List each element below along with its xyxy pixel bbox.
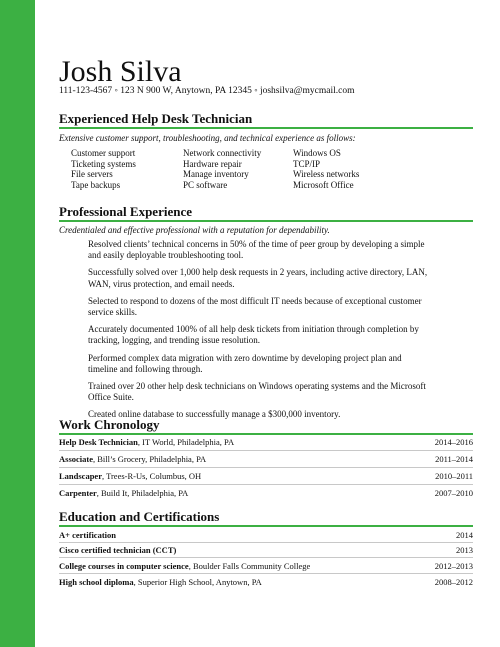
row-divider [59,573,473,574]
skill-item: Customer support [71,148,136,158]
job-employer: , Build It, Philadelphia, PA [96,488,189,498]
job-title: Landscaper [59,471,102,481]
credential: College courses in computer science [59,561,189,571]
experience-list [88,239,428,426]
chronology-row [59,437,473,447]
skill-item: Windows OS [293,148,341,158]
skill-item: TCP/IP [293,158,321,169]
credential: High school diploma [59,577,134,587]
chronology-row [59,488,473,498]
section-title-education: Education and Certifications [59,509,220,524]
education-row [59,545,473,555]
skill-item: Hardware repair [183,158,242,169]
job-employer: , Bill’s Grocery, Philadelphia, PA [93,454,207,464]
job-title: Help Desk Technician [59,437,138,447]
job-title: Carpenter [59,488,97,498]
row-divider [59,467,473,468]
candidate-name: Josh Silva [59,55,182,88]
summary-intro: Extensive customer support, troubleshooting, and technical experience as follows: [59,133,356,143]
credential: Cisco certified technician (CCT) [59,545,177,555]
chronology-row [59,454,473,464]
section-title-chronology: Work Chronology [59,417,160,432]
chronology-row [59,471,473,481]
section-rule [59,220,473,222]
job-title: Associate [59,454,93,464]
job-years: 2011–2014 [435,454,473,464]
credential: A+ certification [59,530,117,540]
education-row [59,530,473,540]
skill-item: Network connectivity [183,148,262,158]
section-rule [59,525,473,527]
job-employer: , Trees-R-Us, Columbus, OH [101,471,202,481]
section-title-experience: Professional Experience [59,204,192,219]
experience-item: Performed complex data migration with zero downtime by developing project plan and timeline and following through. [88,352,402,374]
contact-line: 111-123-4567 ◦ 123 N 900 W, Anytown, PA 12345 ◦ joshsilva@mycmail.com [59,86,355,96]
skill-item: Manage inventory [183,169,249,179]
job-years: 2007–2010 [434,488,473,498]
experience-intro: Credentialed and effective professional with a reputation for dependability. [59,225,330,235]
experience-item: Resolved clients’ technical concerns in 50% of the time of peer group by developing a simple and easily deployable troubleshooting tool. [88,239,425,261]
experience-item: Trained over 20 other help desk technicians on Windows operating systems and the Microsoft Office Suite. [88,380,426,403]
job-years: 2014–2016 [434,437,473,447]
job-years: 2010–2011 [435,471,473,481]
skill-item: Microsoft Office [293,179,354,190]
credential-years: 2012–2013 [434,561,473,571]
skills-grid [71,148,401,190]
skill-item: Wireless networks [293,169,360,179]
row-divider [59,450,473,451]
education-row [59,577,473,587]
skill-item: Tape backups [71,179,121,190]
credential-years: 2008–2012 [434,577,473,587]
experience-item: Selected to respond to dozens of the most difficult IT needs because of exceptional customer service skills. [88,295,422,318]
experience-item: Accurately documented 100% of all help desk tickets from initiation through completion by tracking, logging, and trending issue resolution. [88,324,419,346]
job-employer: , IT World, Philadelphia, PA [137,437,235,447]
section-rule [59,127,473,129]
experience-item: Successfully solved over 1,000 help desk requests in 2 years, including active directory, LAN, WAN, virus protection, and email needs. [88,267,428,289]
section-rule [59,433,473,435]
row-divider [59,484,473,485]
row-divider [59,542,473,543]
skill-item: Ticketing systems [71,158,136,169]
row-divider [59,557,473,558]
credential-years: 2014 [456,530,473,540]
institution: , Superior High School, Anytown, PA [133,577,262,587]
skill-item: File servers [71,169,113,179]
section-title-summary: Experienced Help Desk Technician [59,111,253,126]
experience-item: Created online database to successfully manage a $300,000 inventory. [88,409,341,420]
education-row [59,561,473,571]
credential-years: 2013 [456,545,473,555]
institution: , Boulder Falls Community College [188,561,311,571]
skill-item: PC software [183,179,228,190]
green-sidebar [0,0,35,647]
